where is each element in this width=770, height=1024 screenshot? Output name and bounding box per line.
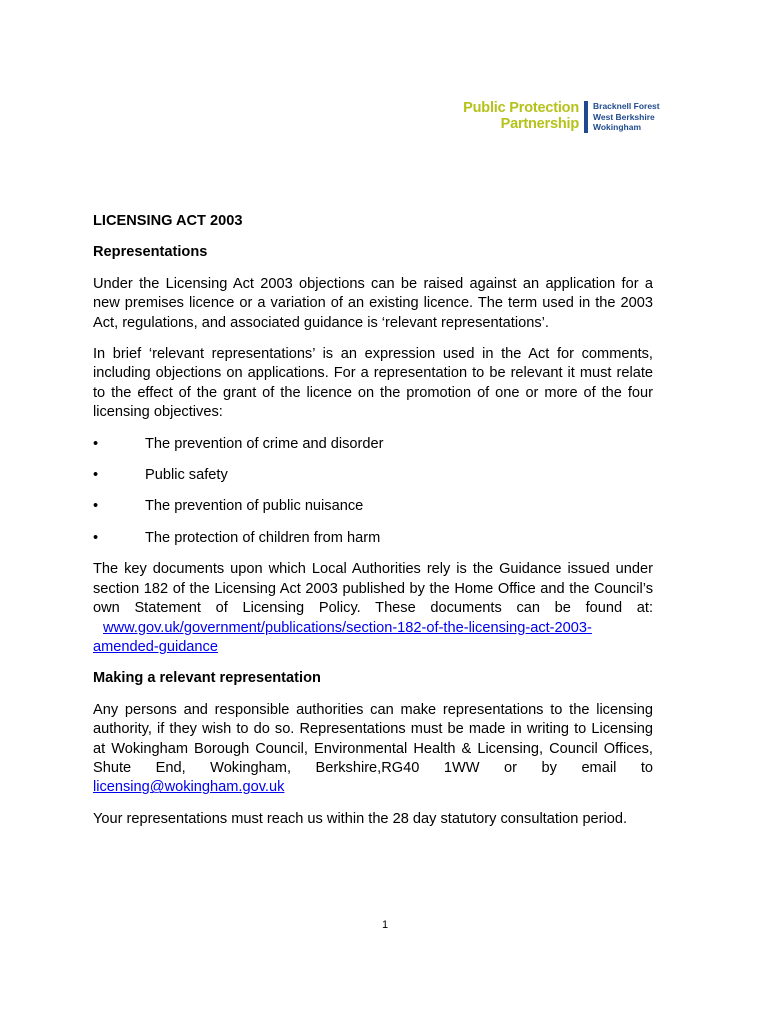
list-item	[93, 466, 653, 485]
bullet-icon: •	[93, 467, 99, 484]
paragraph-relevant-representations: In brief ‘relevant representations’ is an expression used in the Act for comments, including objections on applications. For a representation to be relevant it must relate to the effect of the grant of the licence on the promotion of one or more of the four licensing objectives:	[93, 346, 653, 421]
logo-council-bracknell: Bracknell Forest	[593, 101, 660, 111]
licensing-email-link[interactable]: licensing@wokingham.gov.uk	[93, 779, 285, 796]
logo-line-2: Partnership	[500, 116, 579, 132]
logo-wordmark	[463, 100, 579, 132]
list-item	[93, 435, 653, 454]
document-body	[93, 212, 653, 841]
objective-text: Public safety	[145, 467, 228, 484]
logo-divider	[584, 101, 588, 133]
paragraph-how-to-submit	[93, 701, 653, 798]
licensing-objectives-list	[93, 435, 653, 549]
guidance-link[interactable]: www.gov.uk/government/publications/section-182-of-the-licensing-act-2003-amended-guidance	[93, 619, 592, 655]
list-item	[93, 497, 653, 516]
document-title: LICENSING ACT 2003	[93, 213, 243, 229]
objective-text: The prevention of crime and disorder	[145, 435, 384, 452]
logo-line-1: Public Protection	[463, 100, 579, 116]
public-protection-partnership-logo	[448, 100, 663, 136]
section-heading-representations: Representations	[93, 244, 208, 261]
logo-council-wokingham: Wokingham	[593, 122, 642, 132]
objective-text: The prevention of public nuisance	[145, 498, 364, 515]
paragraph-deadline: Your representations must reach us within the 28 day statutory consultation period.	[93, 810, 628, 827]
logo-councils	[593, 101, 660, 133]
page-number: 1	[381, 919, 389, 931]
how-to-submit-text: Any persons and responsible authorities can make representations to the licensing authority, if they wish to do so. Representations must be made in writing to Licensing at Wokingham Borough Council, Environmental Health & Licensing, Council Offices, Shute End, Wokingham, Berkshire,RG40 1WW or by email to	[93, 701, 653, 776]
bullet-icon: •	[93, 529, 99, 546]
paragraph-key-documents	[93, 560, 653, 657]
section-heading-making-representation: Making a relevant representation	[93, 670, 321, 687]
key-documents-text: The key documents upon which Local Authorities rely is the Guidance issued under section 182 of the Licensing Act 2003 published by the Home Office and the Council’s own Statement of Licensing Policy. These documents can be found at:	[93, 561, 653, 617]
bullet-icon: •	[93, 435, 99, 452]
list-item	[93, 529, 653, 548]
bullet-icon: •	[93, 498, 99, 515]
logo-council-west-berkshire: West Berkshire	[593, 111, 655, 122]
objective-text: The protection of children from harm	[145, 529, 381, 546]
paragraph-intro: Under the Licensing Act 2003 objections can be raised against an application for a new premises licence or a variation of an existing licence. The term used in the 2003 Act, regulations, and associated guidance is ‘relevant representations’.	[93, 275, 653, 331]
